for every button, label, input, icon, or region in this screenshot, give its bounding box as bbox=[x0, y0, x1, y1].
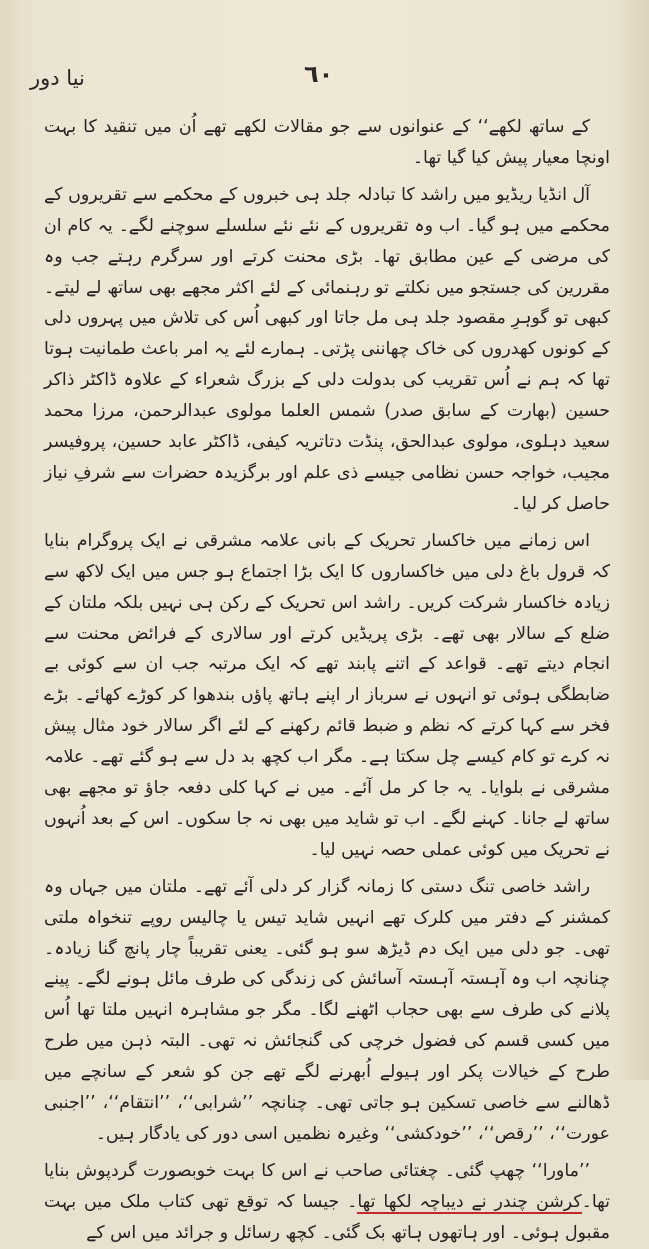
page-body bbox=[44, 112, 610, 1243]
page-number: ٦٠ bbox=[304, 60, 334, 88]
paragraph-4: راشد خاصی تنگ دستی کا زمانہ گزار کر دلی آئے تھے۔ ملتان میں جہاں وہ کمشنر کے دفتر میں کلرک تھے انہیں شاید تیس یا چالیس روپے تنخواہ ملتی تھی۔ جو دلی میں ایک دم ڈیڑھ سو ہو گئی۔ یعنی تقریباً چار پانچ گنا زیادہ۔ چنانچہ اب وہ آہستہ آہستہ آسائش کی زندگی کی طرف مائل ہونے لگے۔ پینے پلانے کی طرف سے بھی حجاب اٹھنے لگا۔ مگر جو مشاہرہ انہیں ملتا تھا اُس میں کسی قسم کی فضول خرچی کی گنجائش نہ تھی۔ البتہ ذہن میں طرح طرح کے خیالات پکر اور ہیولے اُبھرنے لگے تھے جن کو شعر کے سانچے میں ڈھالنے سے خاصی تسکین ہو جاتی تھی۔ چنانچہ ’’شرابی‘‘، ’’انتقام‘‘، ’’اجنبی عورت‘‘، ’’رقص‘‘، ’’خودکشی‘‘ وغیرہ نظمیں اسی دور کی یادگار ہیں۔ bbox=[44, 876, 610, 1144]
underlined-passage: کرشن چندر نے دیباچہ لکھا تھا bbox=[357, 1191, 582, 1212]
paragraph-5 bbox=[44, 1156, 610, 1249]
paragraph-1: کے ساتھ لکھے‘‘ کے عنوانوں سے جو مقالات لکھے تھے اُن میں تنقید کا بہت اونچا معیار پیش کیا گیا تھا۔ bbox=[44, 117, 610, 168]
running-head-title: نیا دور bbox=[30, 66, 85, 90]
paragraph-3: اس زمانے میں خاکسار تحریک کے بانی علامہ مشرقی نے ایک پروگرام بنایا کہ قرول باغ دلی میں خاکساروں کا ایک بڑا اجتماع ہو جس میں ایک لاکھ سے زیادہ خاکسار شرکت کریں۔ راشد اس تحریک کے رکن ہی نہیں بلکہ ملتان کے ضلع کے سالار بھی تھے۔ بڑی پریڈیں کرتے اور سالاری کے فرائض محنت سے انجام دیتے تھے۔ قواعد کے اتنے پابند تھے کہ ایک مرتبہ جب ان سے کوئی بے ضابطگی ہوئی تو انہوں نے سرباز ار اپنے ہاتھ پاؤں بندھوا کر کوڑے کھائے۔ بڑے فخر سے کہا کرتے کہ نظم و ضبط قائم رکھنے کے لئے اگر سالار خود مثال پیش نہ کرے تو کام کیسے چل سکتا ہے۔ مگر اب کچھ بد دل سے ہو گئے تھے۔ علامہ مشرقی نے بلوایا۔ یہ جا کر مل آئے۔ میں نے کہا کلی دفعہ جاؤ تو مجھے بھی ساتھ لے جانا۔ کہنے لگے۔ اب تو شاید میں بھی نہ جا سکوں۔ اس کے بعد اُنہوں نے تحریک میں کوئی عملی حصہ نہیں لیا۔ bbox=[44, 530, 610, 860]
paragraph-2: آل انڈیا ریڈیو میں راشد کا تبادلہ جلد ہی خبروں کے محکمے سے تقریروں کے محکمے میں ہو گیا۔ اب وہ تقریروں کے نئے نئے سلسلے سوچنے لگے۔ یہ کام ان کی مرضی کے عین مطابق تھا۔ بڑی محنت کرتے اور سرگرم رہتے جب وہ مقررین کی جستجو میں نکلتے تو رہنمائی کے لئے اکثر مجھے بھی ساتھ لے لیتے۔ کبھی تو گوہرِ مقصود جلد ہی مل جاتا اور کبھی اُس کی تلاش میں پہروں دلی کے کونوں کھدروں کی خاک چھاننی پڑتی۔ ہمارے لئے یہ امر باعث طمانیت ہوتا تھا کہ ہم نے اُس تقریب کی بدولت دلی کے بزرگ شعراء کے علاوہ ڈاکٹر ذاکر حسین (بھارت کے سابق صدر) شمس العلما مولوی عبدالرحمن، مرزا محمد سعید دہلوی، مولوی عبدالحق، پنڈت دتاتریہ کیفی، ڈاکٹر عابد حسین، پروفیسر مجیب، خواجہ حسن نظامی جیسے ذی علم اور برگزیدہ حضرات سے شرفِ نیاز حاصل کر لیا۔ bbox=[44, 184, 610, 514]
paragraph-5-start: ’’ماورا‘‘ چھپ گئی۔ چغتائی صاحب نے اس کا بہت خوبصورت گردپوش بنایا تھا۔ bbox=[44, 1160, 610, 1212]
page-header bbox=[0, 60, 649, 100]
paragraph-5-end: ۔ جیسا کہ توقع تھی کتاب ملک میں بہت مقبول ہوئی۔ اور ہاتھوں ہاتھ بک گئی۔ کچھ رسائل و جرائد میں اس کے bbox=[44, 1191, 610, 1243]
